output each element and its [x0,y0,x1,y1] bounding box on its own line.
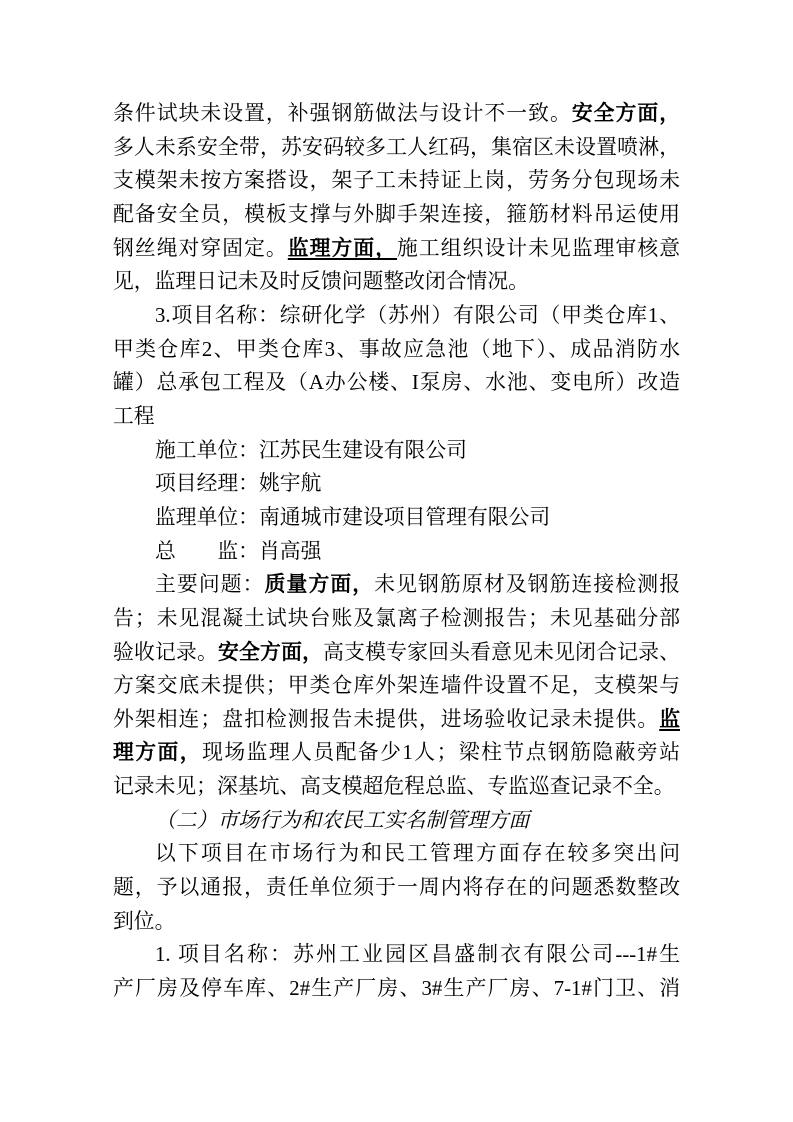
text-line [113,837,680,871]
text-run: 题，予以通报，责任单位须于一周内将存在的问题悉数整改 [113,876,680,900]
text-line [113,804,680,838]
text-line [113,333,680,367]
text-line [113,972,680,1006]
text-run: 支模架未按方案搭设，架子工未持证上岗，劳务分包现场未 [113,169,680,193]
text-run: 到位。 [113,909,176,933]
text-line [113,299,680,333]
text-line [113,905,680,939]
text-line [113,871,680,905]
text-line [113,736,680,770]
page-content [113,97,680,1006]
text-run: 配备安全员，模板支撑与外脚手架连接，箍筋材料吊运使用 [113,202,680,226]
emphasis-run: 质量方面， [264,573,375,597]
text-run: 外架相连；盘扣检测报告未提供，进场验收记录未提供。 [113,707,660,731]
text-line [113,636,680,670]
text-run: 甲类仓库2、甲类仓库3、事故应急池（地下）、成品消防水 [113,337,680,361]
text-line [113,669,680,703]
emphasis-run: 安全方面， [571,102,680,125]
text-run: 钢丝绳对穿固定。 [113,236,288,260]
text-run: 高支模专家回头看意见未见闭合记录、 [323,640,680,664]
text-line [113,568,680,602]
text-run: 1. 项目名称：苏州工业园区昌盛制衣有限公司---1#生 [155,943,680,967]
text-run: 主要问题： [155,573,265,597]
emphasis-run: 监理方面， [287,236,398,260]
text-run: 告；未见混凝土试块台账及氯离子检测报告；未见基础分部 [113,606,680,630]
emphasis-run: 安全方面， [218,640,324,664]
text-line [113,434,680,468]
text-line [113,265,680,299]
section-heading-run: （二）市场行为和农民工实名制管理方面 [155,808,530,832]
text-run: 3.项目名称：综研化学（苏州）有限公司（甲类仓库1、 [155,303,680,327]
text-run: 监理单位：南通城市建设项目管理有限公司 [155,505,551,529]
text-run: 项目经理：姚宇航 [155,472,322,496]
text-run: 产厂房及停车库、2#生产厂房、3#生产厂房、7-1#门卫、消 [113,977,680,1001]
text-line [113,501,680,535]
text-run: 未见钢筋原材及钢筋连接检测报 [374,573,680,597]
text-line [113,366,680,400]
text-run: 以下项目在市场行为和民工管理方面存在较多突出问 [155,842,680,866]
text-run: 验收记录。 [113,640,219,664]
text-run: 工程 [113,404,155,428]
text-run: 见，监理日记未及时反馈问题整改闭合情况。 [113,270,529,294]
emphasis-run: 监 [659,707,680,731]
text-line [113,770,680,804]
text-run: 条件试块未设置，补强钢筋做法与设计不一致。 [113,102,572,125]
text-line [113,131,680,165]
text-line [113,400,680,434]
text-line [113,938,680,972]
text-run: 现场监理人员配备少1人；梁柱节点钢筋隐蔽旁站 [202,741,680,765]
text-run: 记录未见；深基坑、高支模超危程总监、专监巡查记录不全。 [113,775,675,799]
text-run: 罐）总承包工程及（A办公楼、I泵房、水池、变电所）改造 [113,371,680,395]
text-line [113,703,680,737]
emphasis-run: 理方面， [113,741,203,765]
text-run: 施工单位：江苏民生建设有限公司 [155,438,467,462]
text-run: 施工组织设计未见监理审核意 [397,236,680,260]
text-line [113,467,680,501]
text-line [113,97,680,131]
text-line [113,602,680,636]
text-run: 多人未系安全带，苏安码较多工人红码，集宿区未设置喷淋， [113,135,680,159]
text-line [113,198,680,232]
text-line [113,232,680,266]
text-run: 方案交底未提供；甲类仓库外架连墙件设置不足，支模架与 [113,674,680,698]
text-line [113,164,680,198]
text-line [113,535,680,569]
text-run: 总 监：肖高强 [155,539,322,563]
